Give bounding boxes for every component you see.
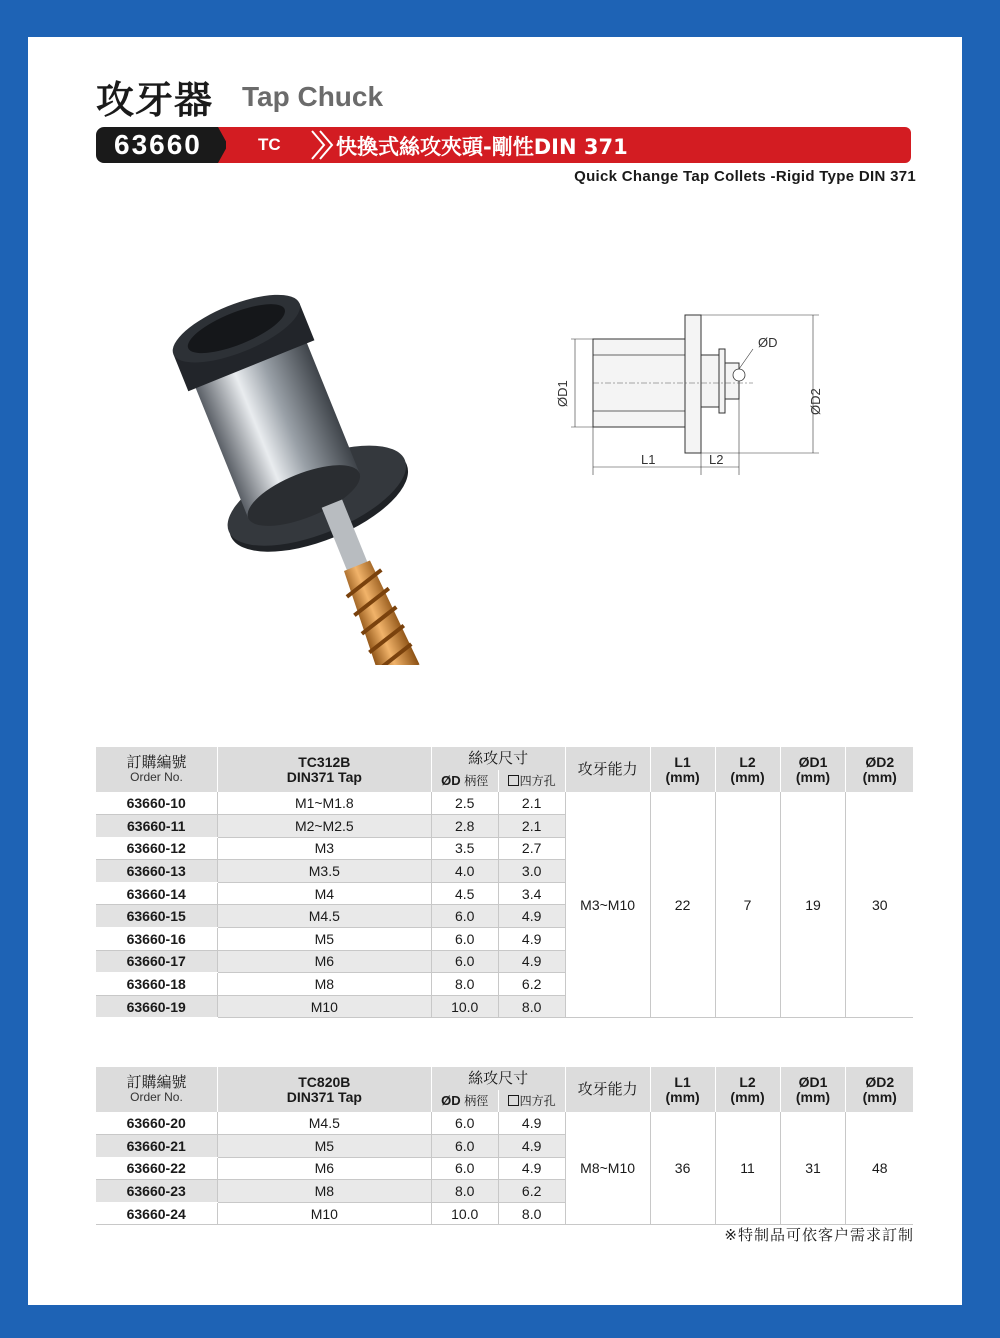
square-cell: 4.9 <box>498 905 565 928</box>
d1-cell: 31 <box>780 1112 846 1225</box>
l1-cell: 22 <box>650 792 715 1018</box>
diagram-label-l1: L1 <box>641 452 656 467</box>
square-cell: 2.7 <box>498 837 565 860</box>
spec-table-tc312b <box>95 747 913 1018</box>
square-cell: 4.9 <box>498 1157 565 1180</box>
shank-dia-cell: 6.0 <box>431 1112 498 1135</box>
order-no-cell: 63660-20 <box>96 1112 218 1135</box>
d1-cell: 19 <box>780 792 846 1018</box>
order-no-cell: 63660-23 <box>96 1180 218 1203</box>
tap-size-cell: M8 <box>217 973 431 996</box>
shank-dia-cell: 4.5 <box>431 882 498 905</box>
catalog-page <box>28 37 962 1305</box>
order-no-cell: 63660-14 <box>96 882 218 905</box>
tap-size-cell: M5 <box>217 1135 431 1158</box>
tap-size-cell: M10 <box>217 1202 431 1225</box>
header-tap-type: TC820B DIN371 Tap <box>217 1067 431 1112</box>
tap-size-cell: M3 <box>217 837 431 860</box>
header-d2: ØD2 (mm) <box>846 747 913 792</box>
order-no-cell: 63660-22 <box>96 1157 218 1180</box>
shank-dia-cell: 10.0 <box>431 1202 498 1225</box>
table-row <box>96 1112 914 1135</box>
order-no-cell: 63660-21 <box>96 1135 218 1158</box>
header-capacity: 攻牙能力 <box>565 747 650 792</box>
order-no-cell: 63660-18 <box>96 973 218 996</box>
capacity-cell: M8~M10 <box>565 1112 650 1225</box>
order-no-cell: 63660-10 <box>96 792 218 815</box>
shank-dia-cell: 2.5 <box>431 792 498 815</box>
tap-size-cell: M6 <box>217 1157 431 1180</box>
tap-size-cell: M1~M1.8 <box>217 792 431 815</box>
header-d1: ØD1 (mm) <box>780 1067 846 1112</box>
square-cell: 8.0 <box>498 1202 565 1225</box>
header-order: 訂購編號 Order No. <box>96 1067 218 1112</box>
header-d1: ØD1 (mm) <box>780 747 846 792</box>
square-cell: 3.4 <box>498 882 565 905</box>
tap-size-cell: M10 <box>217 995 431 1018</box>
title-chinese: 攻牙器 <box>96 78 214 122</box>
diagram-label-d2: ØD2 <box>808 388 823 415</box>
diagram-label-d1: ØD1 <box>555 380 570 407</box>
tap-size-cell: M4.5 <box>217 905 431 928</box>
l2-cell: 11 <box>715 1112 780 1225</box>
tap-size-cell: M5 <box>217 928 431 951</box>
tap-size-cell: M6 <box>217 950 431 973</box>
d2-cell: 30 <box>846 792 913 1018</box>
order-no-cell: 63660-12 <box>96 837 218 860</box>
diagram-label-l2: L2 <box>709 452 724 467</box>
shank-dia-cell: 8.0 <box>431 1180 498 1203</box>
header-l2: L2 (mm) <box>715 747 780 792</box>
shank-dia-cell: 4.0 <box>431 860 498 883</box>
capacity-cell: M3~M10 <box>565 792 650 1018</box>
square-cell: 4.9 <box>498 1135 565 1158</box>
square-cell: 4.9 <box>498 928 565 951</box>
header-square: 四方孔 <box>498 1090 565 1112</box>
header-capacity: 攻牙能力 <box>565 1067 650 1112</box>
order-no-cell: 63660-11 <box>96 815 218 838</box>
shank-dia-cell: 6.0 <box>431 928 498 951</box>
l1-cell: 36 <box>650 1112 715 1225</box>
tap-size-cell: M4.5 <box>217 1112 431 1135</box>
header-l2: L2 (mm) <box>715 1067 780 1112</box>
shank-dia-cell: 3.5 <box>431 837 498 860</box>
d2-cell: 48 <box>846 1112 913 1225</box>
header-square: 四方孔 <box>498 770 565 792</box>
series-label: TC <box>258 135 281 154</box>
tap-size-cell: M2~M2.5 <box>217 815 431 838</box>
square-cell: 2.1 <box>498 792 565 815</box>
dimension-diagram <box>553 307 833 477</box>
square-cell: 2.1 <box>498 815 565 838</box>
shank-dia-cell: 6.0 <box>431 1157 498 1180</box>
square-cell: 3.0 <box>498 860 565 883</box>
header-shank-dia: ØD 柄徑 <box>431 1090 498 1112</box>
banner-description: 快換式絲攻夾頭-剛性DIN 371 <box>336 135 628 159</box>
product-code: 63660 <box>114 129 202 160</box>
double-chevron-icon <box>308 129 338 161</box>
order-no-cell: 63660-19 <box>96 995 218 1018</box>
shank-dia-cell: 6.0 <box>431 1135 498 1158</box>
header-l1: L1 (mm) <box>650 1067 715 1112</box>
header-order: 訂購編號 Order No. <box>96 747 218 792</box>
square-cell: 8.0 <box>498 995 565 1018</box>
order-no-cell: 63660-24 <box>96 1202 218 1225</box>
tap-size-cell: M8 <box>217 1180 431 1203</box>
diagram-label-d: ØD <box>758 335 778 350</box>
tap-collet-photo <box>156 265 506 665</box>
table-row <box>96 792 914 815</box>
square-icon <box>508 1095 519 1106</box>
tap-size-cell: M4 <box>217 882 431 905</box>
tap-size-cell: M3.5 <box>217 860 431 883</box>
header-shank-dia: ØD 柄徑 <box>431 770 498 792</box>
order-no-cell: 63660-15 <box>96 905 218 928</box>
shank-dia-cell: 2.8 <box>431 815 498 838</box>
header-tap-dim: 絲攻尺寸 <box>431 1067 565 1090</box>
subtitle-english: Quick Change Tap Collets -Rigid Type DIN 371 <box>574 168 916 185</box>
square-cell: 4.9 <box>498 1112 565 1135</box>
header-l1: L1 (mm) <box>650 747 715 792</box>
custom-order-note: ※特制品可依客户需求訂制 <box>724 1226 914 1244</box>
title-english: Tap Chuck <box>242 81 384 112</box>
square-cell: 4.9 <box>498 950 565 973</box>
order-no-cell: 63660-17 <box>96 950 218 973</box>
order-no-cell: 63660-13 <box>96 860 218 883</box>
shank-dia-cell: 6.0 <box>431 905 498 928</box>
l2-cell: 7 <box>715 792 780 1018</box>
square-icon <box>508 775 519 786</box>
shank-dia-cell: 10.0 <box>431 995 498 1018</box>
header-tap-type: TC312B DIN371 Tap <box>217 747 431 792</box>
square-cell: 6.2 <box>498 973 565 996</box>
product-banner <box>96 127 911 163</box>
square-cell: 6.2 <box>498 1180 565 1203</box>
shank-dia-cell: 8.0 <box>431 973 498 996</box>
order-no-cell: 63660-16 <box>96 928 218 951</box>
header-tap-dim: 絲攻尺寸 <box>431 747 565 770</box>
shank-dia-cell: 6.0 <box>431 950 498 973</box>
spec-table-tc820b <box>95 1067 913 1225</box>
header-d2: ØD2 (mm) <box>846 1067 913 1112</box>
